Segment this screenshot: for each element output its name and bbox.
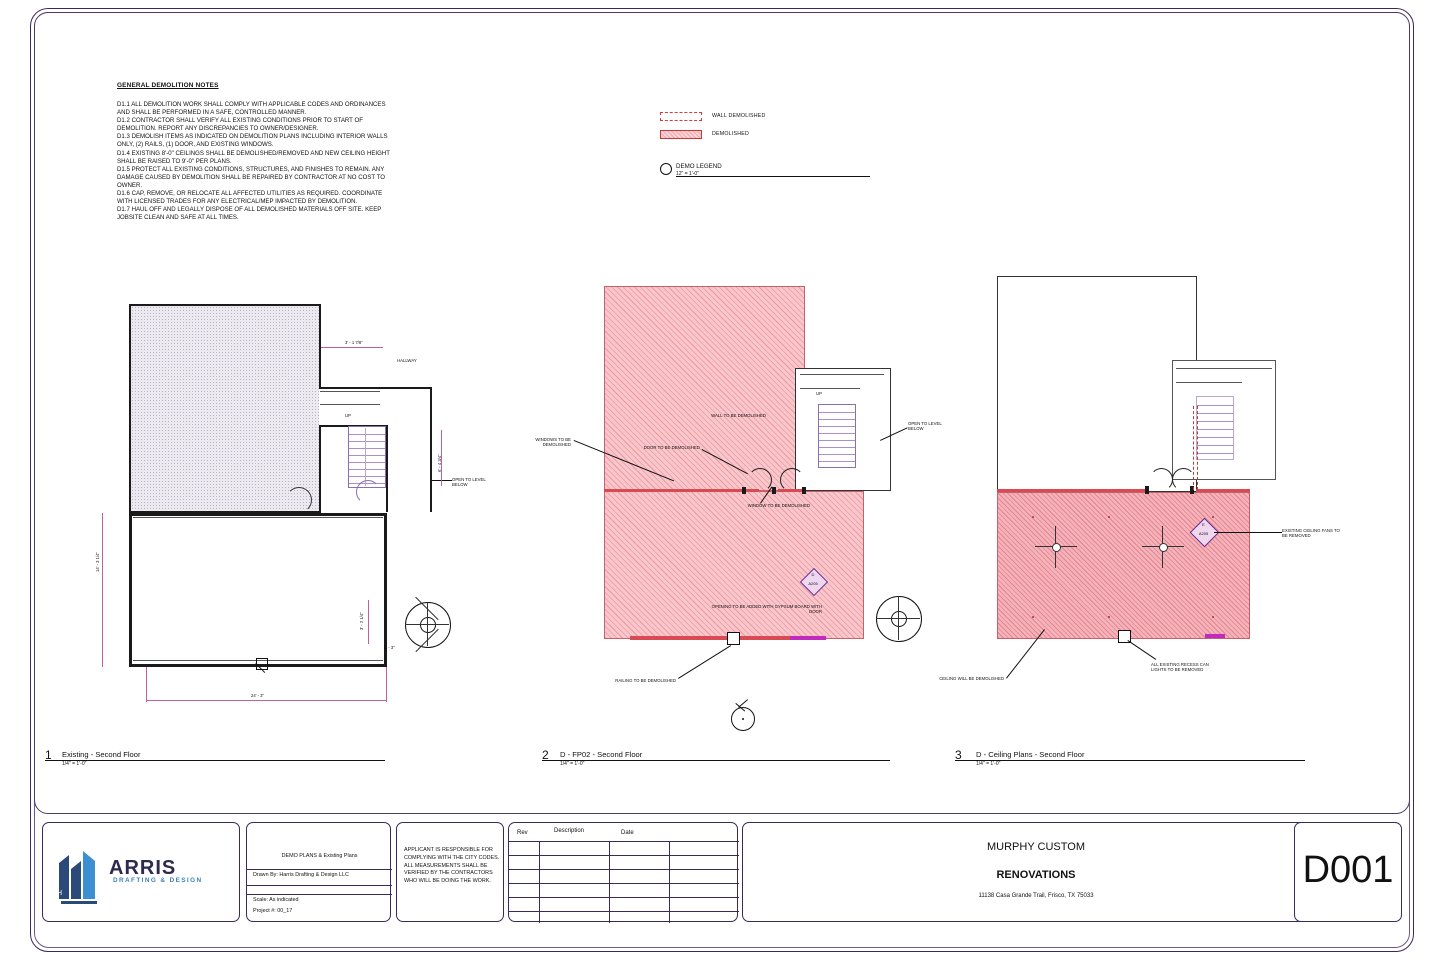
project-address: 11138 Casa Grande Trail, Frisco, TX 75033: [978, 893, 1094, 899]
plan1-stair-line: [405, 624, 449, 625]
plan2-annotation-up: UP: [816, 391, 822, 396]
arris-logo-icon: [55, 843, 107, 907]
applicant-note-cell: [396, 822, 504, 922]
plan2-annotation-door-to-be-demolished: DOOR TO BE DEMOLISHED: [643, 445, 700, 450]
legend-item-label: WALL DEMOLISHED: [712, 113, 766, 119]
plan-scale: 1/4" = 1'-0": [976, 761, 1001, 767]
revision-header-rev: Rev: [517, 830, 528, 836]
plan-title-rule: [955, 760, 1305, 761]
plan1-annotation-up: UP: [345, 413, 351, 418]
plan1-dimension: 3' - 2 1/4": [359, 612, 364, 630]
legend-title: DEMO LEGEND: [676, 163, 722, 170]
revision-grid-line: [539, 841, 540, 923]
legend-item: [660, 128, 840, 140]
plan1-spiral-stair-core: [420, 617, 436, 633]
plan2-wall-jamb: [802, 487, 806, 494]
plan2-detail-tag-top: D: [811, 572, 815, 577]
plan1-thin-line: [320, 404, 380, 405]
plan1-dimension: 3' - 1 7/8": [345, 340, 363, 345]
plan1-wall: [430, 387, 432, 512]
plan1-dimension: 14' - 3 1/4": [95, 552, 100, 572]
plan-scale: 1/4" = 1'-0": [560, 761, 585, 767]
plan1-door-swing: [356, 480, 380, 504]
plan2-wall-jamb: [742, 487, 746, 494]
plan3-annotation-recess-can-lights: ALL EXISTING RECESS CAN LIGHTS TO BE REMOVED: [1151, 662, 1209, 673]
plan1-wall: [319, 304, 321, 387]
applicant-note: APPLICANT IS RESPONSIBLE FOR COMPLYING WITH THE CITY CODES. ALL MEASUREMENTS SHALL BE VERIFIED BY THE CONTRACTORS WHO WILL BE DOING THE WORK.: [404, 847, 500, 885]
plan1-dim-line: [368, 600, 369, 644]
drawing-scale: Scale: As indicated: [253, 897, 299, 903]
plan2-railing-magenta: [790, 636, 826, 640]
logo-name: ARRIS: [109, 857, 177, 879]
note-line: D1.6 CAP, REMOVE, OR RELOCATE ALL AFFECTED UTILITIES AS REQUIRED. COORDINATE WITH LICENSED TRADES FOR ANY ELECTRICAL/MEP IMPACTED BY DEMOLITION.: [117, 190, 383, 206]
revision-table-cell: [508, 822, 738, 922]
plan3-detail-tag-top: E: [1202, 522, 1205, 527]
plan3-wall-demolished: [1196, 489, 1250, 492]
plan1-door-swing: [286, 487, 312, 513]
plan-number: 3: [955, 748, 962, 762]
legend-bubble-icon: [660, 163, 672, 175]
plan-name: Existing - Second Floor: [62, 750, 141, 759]
general-demolition-notes: [117, 82, 392, 222]
project-type: RENOVATIONS: [996, 869, 1076, 881]
plan2-wall-demolished: [604, 489, 759, 492]
plan1-dim-line: [386, 667, 387, 702]
plan2-demo-area-lower: [604, 491, 864, 639]
sheet-number-cell: [1294, 822, 1402, 922]
plan3-door-swing: [1172, 468, 1195, 491]
revision-grid-line: [609, 841, 610, 923]
note-line: D1.3 DEMOLISH ITEMS AS INDICATED ON DEMOLITION PLANS INCLUDING INTERIOR WALLS ONLY, (2) RAILS, (1) DOOR, AND EXISTING WINDOWS.: [117, 133, 388, 149]
plan3-thin-line: [1176, 368, 1272, 369]
note-line: D1.5 PROTECT ALL EXISTING CONDITIONS, STRUCTURES, AND FINISHES TO REMAIN. ANY DAMAGE CAUSED BY DEMOLITION SHALL BE REPAIRED BY CONTRACTOR AT NO COST TO OWNER.: [117, 165, 385, 189]
plan-number: 1: [45, 748, 52, 762]
plan1-dimension: 24' - 3": [251, 693, 264, 698]
plan1-wall: [319, 387, 431, 389]
plan1-thin-line: [320, 391, 380, 392]
title-block: [42, 822, 1402, 926]
legend-scale: 12" = 1'-0": [676, 171, 699, 177]
plan3-annotation-existing-ceiling-fans: EXISTING CEILING FANS TO BE REMOVED: [1282, 528, 1340, 539]
legend-item: [660, 110, 840, 122]
plan2-annotation-open-to-level-below: OPEN TO LEVEL BELOW: [908, 421, 942, 432]
plan1-wall: [129, 513, 132, 667]
plan-title-rule: [45, 760, 385, 761]
plan3-door-swing: [1150, 468, 1173, 491]
plan2-floor-marker: [727, 632, 740, 645]
plan1-leader: [432, 480, 452, 481]
revision-grid-line: [509, 897, 739, 898]
plan2-thin-line: [800, 388, 860, 389]
plan3-upper-room: [997, 276, 1197, 492]
revision-header-date: Date: [621, 830, 634, 836]
plan1-dimension: 4' - 3": [384, 645, 395, 650]
note-line: D1.4 EXISTING 8'-0" CEILINGS SHALL BE DEMOLISHED/REMOVED AND NEW CEILING HEIGHT SHALL BE RAISED TO 9'-0" PER PLANS.: [117, 149, 390, 165]
plan1-stair-centerline: [365, 428, 366, 486]
legend-item-label: DEMOLISHED: [712, 131, 750, 137]
drawn-by: Drawn By: Harris Drafting & Design LLC: [253, 872, 349, 878]
plan2-demo-area-upper: [604, 286, 805, 491]
sheet-description-cell: [246, 822, 391, 922]
plan1-wall: [129, 513, 387, 516]
plan1-wall: [129, 304, 321, 306]
plan1-dim-line: [146, 700, 386, 701]
plan3-wall-demolished: [997, 489, 1147, 492]
plan-name: D - Ceiling Plans - Second Floor: [976, 750, 1085, 759]
plan1-upper-room-fill: [131, 306, 319, 511]
logo-cell: [42, 822, 240, 922]
plan2-thin-line: [800, 374, 884, 375]
plan-number: 2: [542, 748, 549, 762]
note-line: D1.7 HAUL OFF AND LEGALLY DISPOSE OF ALL DEMOLISHED MATERIALS OFF SITE. KEEP JOBSITE CLEAN AND SAFE AT ALL TIMES.: [117, 206, 382, 222]
plan3-stair: [1196, 396, 1234, 460]
plan1-dim-line: [146, 667, 147, 702]
plan3-annotation-ceiling-demolished: CEILING WILL BE DEMOLISHED: [939, 676, 1004, 681]
plan1-dim-line: [102, 513, 103, 667]
plan1-wall: [384, 513, 387, 667]
project-name: MURPHY CUSTOM: [987, 841, 1085, 853]
revision-grid-line: [509, 911, 739, 912]
plan-title-rule: [542, 760, 890, 761]
plan1-stair: [348, 426, 386, 488]
plan1-wall: [129, 304, 131, 513]
revision-grid-line: [669, 841, 670, 923]
project-info-cell: [742, 822, 1330, 922]
plan1-wall: [386, 425, 388, 512]
plan-name: D - FP02 - Second Floor: [560, 750, 643, 759]
plan1-thin-line: [133, 517, 383, 518]
plan3-thin-line: [1176, 382, 1242, 383]
plan2-stair: [818, 404, 856, 468]
plan2-spiral-stair-core: [891, 611, 907, 627]
plan3-demolished-wall-dashed: [1193, 406, 1194, 490]
plan2-annotation-railing-to-be-demolished: RAILING TO BE DEMOLISHED: [615, 678, 676, 683]
demo-legend-title-block: [660, 163, 870, 177]
plan2-wall-jamb: [772, 487, 776, 494]
plan2-stair-line: [876, 618, 920, 619]
notes-body: [117, 101, 392, 222]
wall-demolished-swatch-icon: [660, 112, 702, 121]
note-line: D1.1 ALL DEMOLITION WORK SHALL COMPLY WITH APPLICABLE CODES AND ORDINANCES AND SHALL BE PERFORMED IN A SAFE, CONTROLLED MANNER.: [117, 101, 386, 117]
plan2-door-swing: [780, 468, 804, 492]
legend-underline: [676, 176, 870, 177]
plan-scale: 1/4" = 1'-0": [62, 761, 87, 767]
plan3-detail-tag-bottom: A205: [1198, 531, 1209, 536]
plan2-annotation-windows-to-be-demolished: WINDOWS TO BE DEMOLISHED: [535, 437, 571, 448]
plan3-leader: [1214, 532, 1282, 533]
plan2-annotation-window-to-be-demolished: WINDOW TO BE DEMOLISHED: [747, 503, 810, 508]
plan1-annotation-hallway: HALLWAY: [397, 358, 417, 363]
project-number: Project #: 00_17: [253, 908, 293, 914]
plan1-dimension: 6' - 4 3/4": [437, 454, 442, 472]
logo-tagline: DRAFTING & DESIGN: [113, 877, 203, 884]
plan1-annotation-open-to-level-below: OPEN TO LEVEL BELOW: [452, 477, 486, 488]
plan2-annotation-wall-to-be-demolished: WALL TO BE DEMOLISHED: [711, 413, 766, 418]
svg-text:H: H: [57, 890, 63, 897]
plan2-detail-tag-bottom: A205: [808, 581, 818, 586]
demolished-swatch-icon: [660, 130, 702, 139]
revision-grid-line: [509, 869, 739, 870]
divider: [247, 869, 392, 870]
plan1-wall: [319, 425, 321, 513]
notes-title: GENERAL DEMOLITION NOTES: [117, 82, 219, 89]
revision-grid-line: [509, 841, 739, 842]
revision-grid-line: [509, 883, 739, 884]
plan3-demolished-wall-dashed: [1197, 406, 1198, 490]
sheet-description: DEMO PLANS & Existing Plans: [281, 853, 358, 859]
sheet-number: D001: [1302, 849, 1394, 891]
demo-legend-swatches: [660, 110, 840, 146]
plan2-annotation-opening-to-be-added: OPENING TO BE ADDED WITH GYPSUM BOARD WITH DOOR: [711, 604, 822, 615]
plan2-door-swing: [748, 468, 772, 492]
note-line: D1.2 CONTRACTOR SHALL VERIFY ALL EXISTING CONDITIONS PRIOR TO START OF DEMOLITION. REPORT ANY DISCREPANCIES TO OWNER/DESIGNER.: [117, 117, 363, 133]
plan3-railing-magenta: [1205, 634, 1225, 638]
revision-header-description: Description: [554, 828, 585, 834]
divider: [247, 885, 392, 886]
divider: [247, 894, 392, 895]
revision-grid-line: [509, 855, 739, 856]
plan1-dim-line: [321, 347, 383, 348]
plan3-wall-jamb: [1145, 486, 1149, 494]
